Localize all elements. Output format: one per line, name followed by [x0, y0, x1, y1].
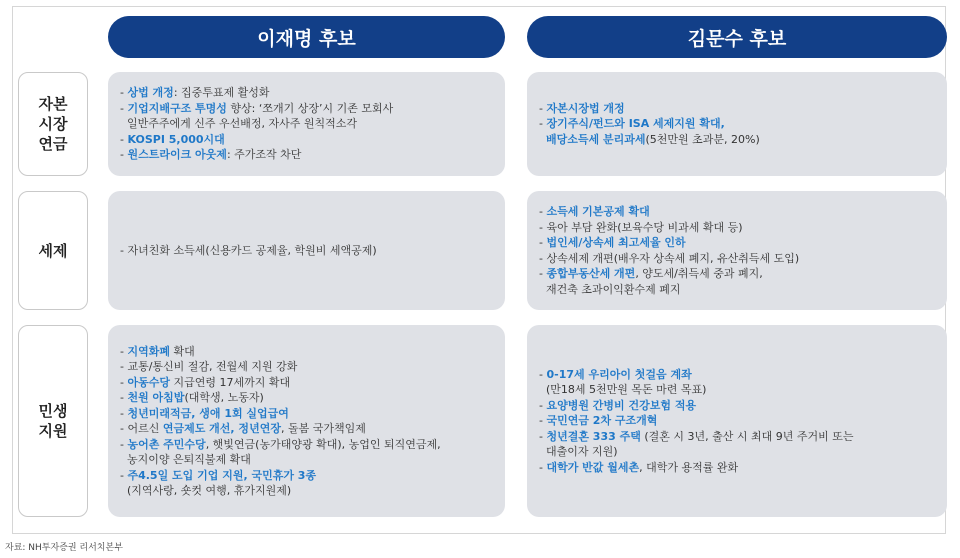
plain-text: -	[539, 205, 547, 218]
list-item	[120, 483, 441, 499]
plain-text: - 어르신	[120, 422, 163, 435]
plain-text: -	[539, 429, 547, 443]
row-label-livelihood: 민생 지원	[18, 325, 88, 517]
plain-text: - 자녀친화 소득세(신용카드 공제율, 학원비 세액공제)	[120, 243, 377, 257]
list-item	[539, 444, 854, 460]
highlighted-text: 소득세 기본공제 확대	[546, 205, 650, 218]
list-item	[539, 382, 854, 398]
plain-text: -	[120, 344, 128, 358]
highlighted-text: 대학가 반값 월세촌	[546, 460, 640, 474]
plain-text: -	[539, 398, 547, 412]
plain-text: (지역사랑, 숏컷 여행, 휴가지원제)	[120, 484, 292, 497]
plain-text: 확대	[169, 344, 195, 358]
plain-text: (결혼 시 3년, 출산 시 최대 9년 주거비 또는	[640, 429, 854, 443]
list-item	[120, 421, 441, 437]
plain-text: , 햇빛연금(농가태양광 확대), 농업인 퇴직연금제,	[205, 437, 441, 451]
highlighted-text: 자본시장법 개정	[546, 101, 625, 115]
plain-text: -	[120, 86, 128, 100]
row-label-capital-market: 자본 시장 연금	[18, 72, 88, 176]
list-item	[120, 390, 441, 406]
plain-text: , 대학가 용적률 완화	[639, 460, 739, 474]
highlighted-text: 법인세/상속세 최고세율 인하	[546, 236, 686, 249]
list-item	[539, 367, 854, 383]
policy-list	[539, 204, 799, 297]
plain-text: 지급연령 17세까지 확대	[169, 375, 291, 389]
highlighted-text: 농어촌 주민수당	[127, 437, 206, 451]
highlighted-text: 장기주식/펀드와 ISA 세제지원 확대,	[546, 117, 725, 131]
cell-lee-capital-market	[108, 72, 505, 176]
list-item	[120, 116, 393, 132]
plain-text: -	[539, 117, 547, 131]
list-item	[120, 359, 441, 375]
list-item	[539, 132, 760, 148]
highlighted-text: 주4.5일 도입 기업 지원, 국민휴가 3종	[127, 468, 317, 482]
list-item	[539, 398, 854, 414]
list-item	[120, 101, 393, 117]
cell-lee-livelihood	[108, 325, 505, 517]
cell-lee-tax	[108, 191, 505, 310]
plain-text: (만18세 5천만원 목돈 마련 목표)	[539, 383, 707, 397]
policy-list	[120, 243, 377, 259]
list-item	[539, 101, 760, 117]
plain-text: 향상: ‘쪼개기 상장’시 기존 모회사	[226, 101, 394, 115]
highlighted-text: 청년결혼 333 주택	[546, 429, 641, 443]
plain-text: : 주가조작 차단	[226, 148, 302, 162]
plain-text: -	[120, 468, 128, 482]
highlighted-text: 원스트라이크 아웃제	[127, 148, 227, 162]
list-item	[120, 437, 441, 453]
plain-text: -	[539, 267, 547, 280]
cell-kim-capital-market	[527, 72, 947, 176]
header-kim-candidate: 김문수 후보	[527, 16, 947, 58]
list-item	[120, 375, 441, 391]
list-item	[539, 116, 760, 132]
plain-text: 일반주주에게 신주 우선배정, 자사주 원칙적소각	[120, 117, 357, 131]
plain-text: -	[539, 101, 547, 115]
plain-text: -	[120, 391, 128, 404]
plain-text: - 육아 부담 완화(보육수당 비과세 확대 등)	[539, 220, 743, 234]
plain-text: -	[539, 460, 547, 474]
plain-text: -	[120, 101, 128, 115]
highlighted-text: 국민연금 2차 구조개혁	[546, 414, 658, 428]
plain-text: - 상속세제 개편(배우자 상속세 폐지, 유산취득세 도입)	[539, 251, 800, 265]
list-item	[120, 344, 441, 360]
plain-text: -	[120, 148, 128, 162]
plain-text: - 교통/통신비 절감, 전월세 지원 강화	[120, 360, 298, 373]
row-label-tax: 세제	[18, 191, 88, 310]
list-item	[539, 266, 799, 282]
highlighted-text: 연금제도 개선, 정년연장	[162, 422, 281, 435]
list-item	[120, 468, 441, 484]
header-lee-candidate: 이재명 후보	[108, 16, 505, 58]
highlighted-text: 청년미래적금, 생애 1회 실업급여	[127, 406, 289, 420]
highlighted-text: 상법 개정	[127, 86, 174, 100]
highlighted-text: 종합부동산세 개편	[546, 267, 636, 280]
list-item	[539, 251, 799, 267]
list-item	[120, 132, 393, 148]
cell-kim-livelihood	[527, 325, 947, 517]
list-item	[539, 413, 854, 429]
list-item	[120, 243, 377, 259]
list-item	[120, 452, 441, 468]
list-item	[539, 460, 854, 476]
highlighted-text: 기업지배구조 투명성	[127, 101, 227, 115]
list-item	[539, 235, 799, 251]
list-item	[539, 204, 799, 220]
list-item	[539, 220, 799, 236]
list-item	[120, 406, 441, 422]
plain-text: -	[120, 375, 128, 389]
plain-text: -	[539, 236, 547, 249]
highlighted-text: 지역화폐	[127, 344, 170, 358]
highlighted-text: 배당소득세 분리과세	[546, 132, 646, 146]
plain-text: 대출이자 지원)	[539, 445, 618, 459]
highlighted-text: 천원 아침밥	[127, 391, 185, 404]
plain-text: -	[120, 132, 128, 146]
policy-list	[539, 367, 854, 476]
plain-text: , 양도세/취득세 중과 폐지,	[635, 267, 763, 280]
cell-kim-tax	[527, 191, 947, 310]
policy-list	[120, 85, 393, 163]
policy-list	[539, 101, 760, 148]
plain-text: : 집중투표제 활성화	[173, 86, 270, 100]
plain-text: , 돌봄 국가책임제	[280, 422, 366, 435]
highlighted-text: KOSPI 5,000시대	[127, 132, 225, 146]
source-note: 자료: NH투자증권 리서치본부	[5, 543, 123, 553]
highlighted-text: 0-17세 우리아이 첫걸음 계좌	[546, 367, 692, 381]
list-item	[539, 282, 799, 298]
highlighted-text: 요양병원 간병비 건강보험 적용	[546, 398, 697, 412]
plain-text	[539, 133, 546, 146]
list-item	[539, 429, 854, 445]
plain-text: (대학생, 노동자)	[184, 391, 264, 404]
list-item	[120, 147, 393, 163]
plain-text: 재건축 초과이익환수제 폐지	[539, 282, 681, 296]
list-item	[120, 85, 393, 101]
plain-text: -	[539, 367, 547, 381]
plain-text: 농지이양 은퇴직불제 확대	[120, 453, 251, 466]
highlighted-text: 아동수당	[127, 375, 170, 389]
plain-text: (5천만원 초과분, 20%)	[645, 132, 760, 146]
plain-text: -	[120, 406, 128, 420]
plain-text: -	[539, 414, 547, 428]
policy-list	[120, 344, 441, 499]
plain-text: -	[120, 437, 128, 451]
